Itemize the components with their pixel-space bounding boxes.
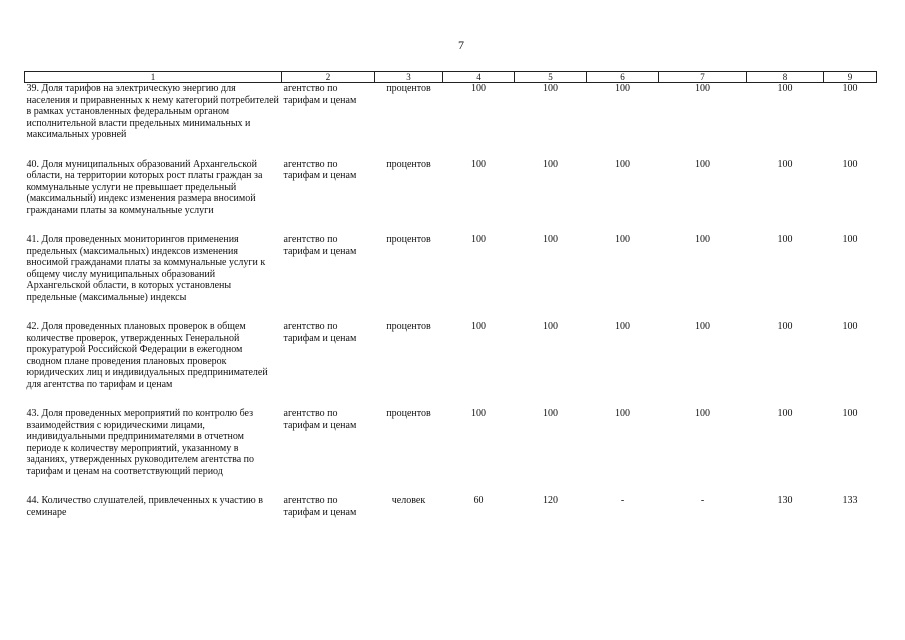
unit-cell: процентов (386, 234, 431, 245)
unit-cell: человек (391, 495, 426, 506)
value-cell: 100 (777, 83, 793, 94)
table-row (25, 234, 877, 321)
column-number: 3 (375, 72, 443, 83)
value-cell: - (620, 495, 625, 506)
executor-cell: агентство по тарифам и ценам (283, 408, 357, 431)
column-number-row (25, 72, 877, 83)
indicators-table (24, 71, 877, 518)
value-cell: 120 (543, 495, 558, 506)
column-number: 9 (824, 72, 877, 83)
value-cell: 100 (695, 408, 710, 419)
column-number: 7 (659, 72, 747, 83)
table-row (25, 495, 877, 518)
executor-cell: агентство по тарифам и ценам (283, 234, 357, 257)
value-cell: 60 (473, 495, 484, 506)
executor-cell: агентство по тарифам и ценам (283, 495, 357, 518)
value-cell: 133 (842, 495, 858, 506)
value-cell: 130 (777, 495, 793, 506)
column-number: 6 (587, 72, 659, 83)
unit-cell: процентов (386, 83, 431, 94)
unit-cell: процентов (386, 408, 431, 419)
value-cell: 100 (695, 321, 710, 332)
column-number: 5 (515, 72, 587, 83)
value-cell: 100 (471, 158, 486, 170)
executor-cell: агентство по тарифам и ценам (283, 158, 357, 181)
value-cell: 100 (471, 321, 486, 332)
column-number: 8 (747, 72, 824, 83)
value-cell: 100 (543, 234, 558, 245)
value-cell: 100 (615, 83, 630, 94)
value-cell: 100 (777, 158, 793, 170)
value-cell: - (700, 495, 705, 506)
value-cell: 100 (842, 408, 858, 419)
value-cell: 100 (695, 158, 710, 170)
unit-cell: процентов (386, 321, 431, 332)
column-number: 2 (282, 72, 375, 83)
indicator-name: 44. Количество слушателей, привлеченных к участию в семинаре (26, 495, 263, 518)
indicator-name: 39. Доля тарифов на электрическую энергию для населения и приравненных к нему категорий потребителей в рамках установленных федеральным органом исполнительной власти предельных минимальных и максимальных уровней (26, 83, 279, 140)
value-cell: 100 (777, 234, 793, 245)
value-cell: 100 (471, 234, 486, 245)
indicator-name: 40. Доля муниципальных образований Архангельской области, на территории которых рост платы граждан за коммунальные услуги не превышает предельный (максимальный) индекс изменения размера вносимой гражданами платы за коммунальные услуги (26, 158, 263, 216)
value-cell: 100 (471, 83, 486, 94)
value-cell: 100 (842, 234, 858, 245)
indicator-name: 41. Доля проведенных мониторингов применения предельных (максимальных) индексов изменения вносимой гражданами платы за коммунальные услуги к общему числу муниципальных образований Архангельской области, в которых установлены предельные (максимальные) индексы (26, 234, 266, 303)
value-cell: 100 (615, 321, 630, 332)
table-row (25, 159, 877, 235)
value-cell: 100 (842, 158, 858, 170)
value-cell: 100 (471, 408, 486, 419)
value-cell: 100 (777, 408, 793, 419)
value-cell: 100 (543, 408, 558, 419)
value-cell: 100 (543, 83, 558, 94)
executor-cell: агентство по тарифам и ценам (283, 83, 357, 106)
value-cell: 100 (777, 321, 793, 332)
value-cell: 100 (695, 234, 710, 245)
value-cell: 100 (615, 234, 630, 245)
value-cell: 100 (842, 321, 858, 332)
column-number: 1 (25, 72, 282, 83)
value-cell: 100 (543, 158, 558, 170)
table-row (25, 408, 877, 495)
page-number: 7 (458, 38, 464, 52)
table-row (25, 321, 877, 408)
table-row (25, 83, 877, 159)
value-cell: 100 (695, 83, 710, 94)
column-number: 4 (443, 72, 515, 83)
indicator-name: 43. Доля проведенных мероприятий по контролю без взаимодействия с юридическими лицами, индивидуальными предпринимателями в отчетном периоде к количеству мероприятий, указанному в заданиях, утвержденных руководителем агентства по тарифам и ценам на соответствующий период (26, 408, 255, 477)
unit-cell: процентов (386, 158, 431, 170)
indicator-name: 42. Доля проведенных плановых проверок в общем количестве проверок, утвержденных Генеральной прокуратурой Российской Федерации в ежегодном сводном плане проведения плановых проверок юридических лиц и индивидуальных предпринимателей для агентства по тарифам и ценам (26, 321, 268, 390)
value-cell: 100 (543, 321, 558, 332)
executor-cell: агентство по тарифам и ценам (283, 321, 357, 344)
value-cell: 100 (615, 408, 630, 419)
value-cell: 100 (842, 83, 858, 94)
table-header (25, 72, 877, 83)
value-cell: 100 (615, 158, 630, 170)
